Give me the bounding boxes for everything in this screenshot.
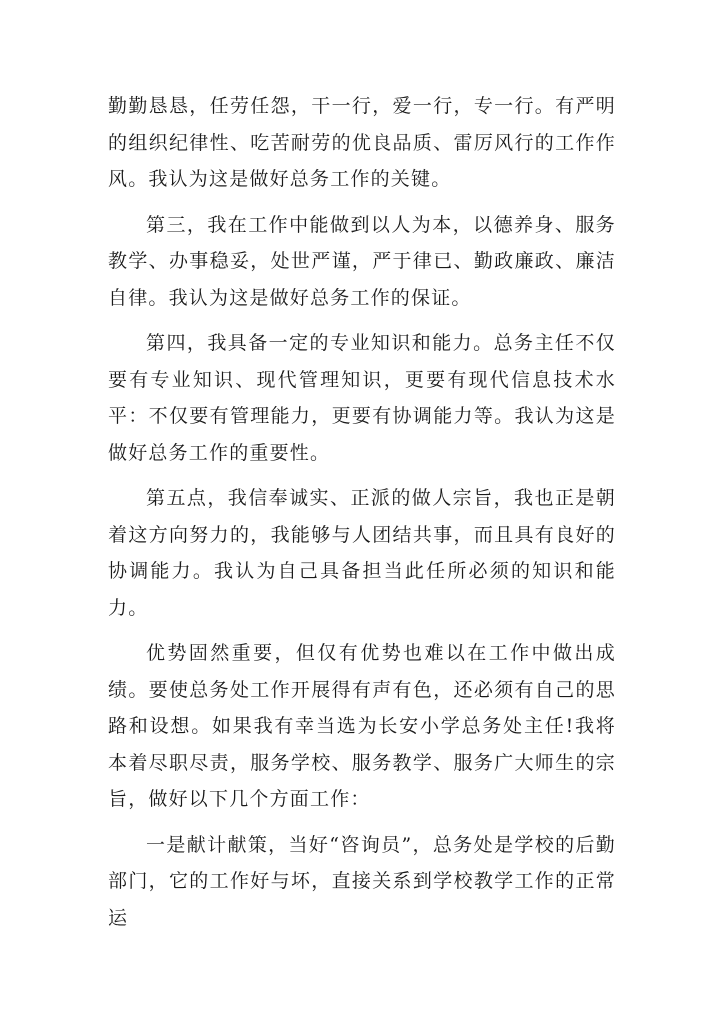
paragraph-2: 第三，我在工作中能做到以人为本，以德养身、服务教学、办事稳妥，处世严谨，严于律已、勤政廉政、廉洁自律。我认为这是做好总务工作的保证。	[108, 213, 616, 309]
paragraph-4: 第五点，我信奉诚实、正派的做人宗旨，我也正是朝着这方向努力的，我能够与人团结共事，而且具有良好的协调能力。我认为自己具备担当此任所必须的知识和能力。	[108, 487, 616, 619]
paragraph-5: 优势固然重要，但仅有优势也难以在工作中做出成绩。要使总务处工作开展得有声有色，还必须有自己的思路和设想。如果我有幸当选为长安小学总务处主任!我将本着尽职尽责，服务学校、服务教学、服务广大师生的宗旨，做好以下几个方面工作：	[108, 642, 616, 810]
paragraph-3: 第四，我具备一定的专业知识和能力。总务主任不仅要有专业知识、现代管理知识，更要有现代信息技术水平：不仅要有管理能力，更要有协调能力等。我认为这是做好总务工作的重要性。	[108, 332, 616, 464]
paragraph-6: 一是献计献策，当好“咨询员”，总务处是学校的后勤部门，它的工作好与坏，直接关系到学校教学工作的正常运	[108, 833, 616, 929]
document-body	[108, 88, 616, 945]
paragraph-1: 勤勤恳恳，任劳任怨，干一行，爱一行，专一行。有严明的组织纪律性、吃苦耐劳的优良品质、雷厉风行的工作作风。我认为这是做好总务工作的关键。	[108, 95, 616, 190]
